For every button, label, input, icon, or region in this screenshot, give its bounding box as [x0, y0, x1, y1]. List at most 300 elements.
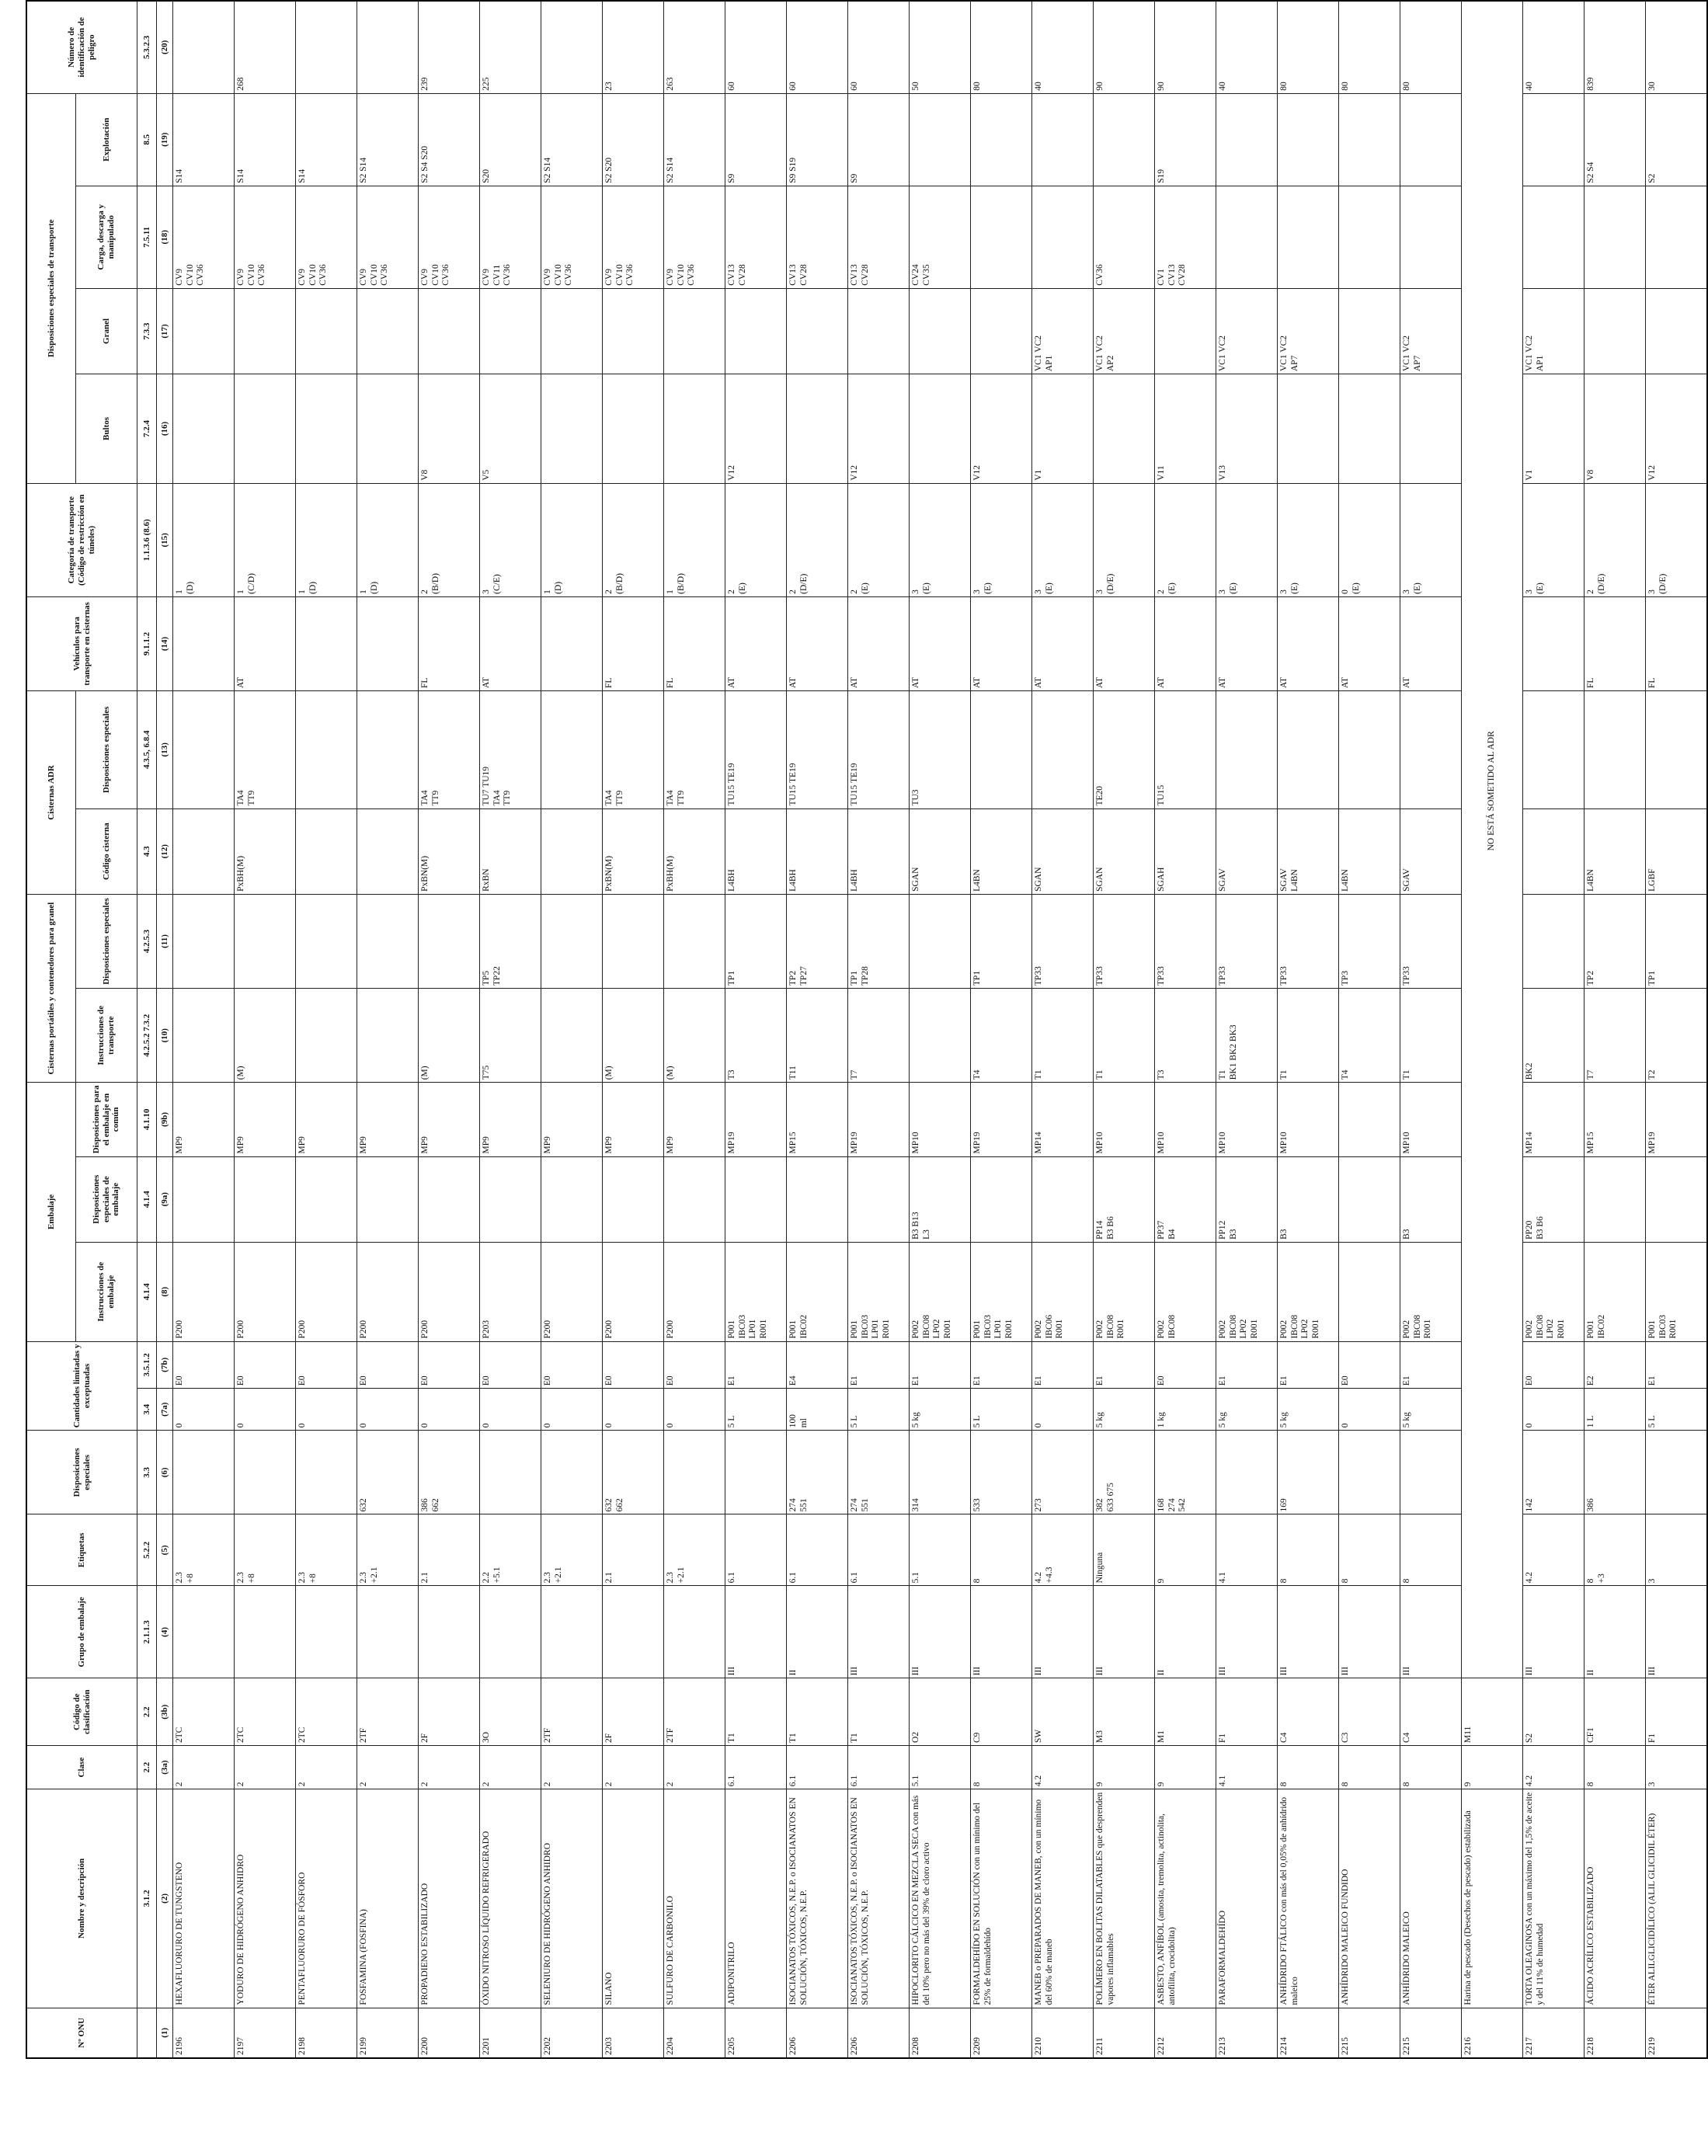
- cell-line: L4BN: [1289, 869, 1299, 892]
- cell-line: (E): [1351, 582, 1361, 594]
- cell-line: 3: [1095, 589, 1104, 594]
- cell-vehiculos: [910, 596, 971, 690]
- cell-line: S20: [482, 169, 491, 183]
- cell-line: O2: [911, 1731, 920, 1743]
- cell-line: IBC08: [1289, 1314, 1299, 1339]
- cell-categoria: [664, 483, 725, 596]
- cell-name: [541, 1789, 603, 2008]
- cell-explot: [603, 93, 664, 186]
- cell-grupo: [1216, 1586, 1278, 1678]
- cell-peligro: [664, 1, 725, 93]
- cell-disp_emb: [296, 1156, 357, 1242]
- header-sub-4: Disposiciones especiales: [76, 894, 137, 988]
- cell-bultos: [1400, 374, 1462, 484]
- cell-granel: [173, 288, 235, 374]
- cell-line: AT: [1095, 676, 1104, 689]
- cell-line: 5 kg: [1095, 1412, 1104, 1428]
- cell-instr_transp: [1094, 989, 1155, 1083]
- cell-line: E0: [420, 1375, 430, 1386]
- cell-onu: [603, 2008, 664, 2058]
- cell-line: 2214: [1279, 2037, 1289, 2055]
- cell-line: E1: [727, 1375, 736, 1386]
- cell-line: MP10: [1095, 1132, 1104, 1154]
- cell-line: (B/D): [676, 573, 686, 594]
- cell-peligro: [1523, 1, 1585, 93]
- cell-eq: [1032, 1341, 1094, 1389]
- cell-line: E1: [1279, 1375, 1289, 1386]
- cell-line: MANEB o PREPARADOS DE MANEB, con un mínimo del 60% de maneb: [1034, 1799, 1054, 2005]
- cell-vehiculos: [419, 596, 480, 690]
- cell-line: S2 S4 S20: [420, 145, 430, 183]
- cell-line: 9: [1157, 1782, 1166, 1787]
- cell-vehiculos: [1278, 596, 1339, 690]
- cell-granel: [419, 288, 480, 374]
- header-group-12: Categoría de transporte (Código de restricción en túneles): [26, 483, 137, 596]
- cell-line: MP19: [972, 1132, 982, 1154]
- cell-line: 8: [1341, 1578, 1350, 1584]
- cell-line: S2 S14: [359, 157, 368, 183]
- cell-disp_adr: [603, 691, 664, 808]
- cell-disp_emb: [971, 1156, 1032, 1242]
- cell-name: [1400, 1789, 1462, 2008]
- cell-disp_cist: [173, 894, 235, 988]
- cell-line: CV13: [727, 264, 736, 286]
- cell-line: III: [1647, 1666, 1657, 1676]
- cell-disp_emb: [1400, 1156, 1462, 1242]
- header-sub-8: Granel: [76, 288, 137, 374]
- cell-line: 2: [604, 589, 614, 594]
- cell-line: 2: [1586, 589, 1595, 594]
- cell-eq: [787, 1341, 848, 1389]
- cell-onu: [971, 2008, 1032, 2058]
- header-colnum-5: (5): [157, 1514, 173, 1586]
- cell-granel: [1585, 288, 1646, 374]
- cell-line: 2208: [911, 2037, 920, 2055]
- cell-line: TP1: [1647, 970, 1657, 986]
- cell-line: VC1 VC2: [1525, 336, 1534, 372]
- cell-line: E0: [1525, 1375, 1534, 1386]
- cell-line: E2: [1586, 1375, 1595, 1386]
- cell-vehiculos: [848, 596, 910, 690]
- cell-line: 0: [482, 1423, 491, 1428]
- cell-carga: [480, 186, 541, 288]
- cell-line: E1: [1402, 1375, 1411, 1386]
- cell-line: SGAN: [1095, 867, 1104, 892]
- cell-eq: [1646, 1341, 1708, 1389]
- cell-categoria: [1032, 483, 1094, 596]
- cell-carga: [357, 186, 419, 288]
- cell-clase: [910, 1745, 971, 1789]
- cell-line: C4: [1279, 1732, 1289, 1743]
- cell-bultos: [1646, 374, 1708, 484]
- cell-name: [1216, 1789, 1278, 2008]
- cell-lq: [1585, 1389, 1646, 1431]
- cell-line: CV10: [614, 264, 624, 286]
- cell-disp_cist: [1523, 894, 1585, 988]
- cell-line: B3: [1228, 1229, 1238, 1240]
- cell-line: 0: [175, 1423, 184, 1428]
- cell-line: 6.1: [788, 1775, 798, 1787]
- cell-line: (D): [308, 581, 318, 594]
- cell-codigo_cist: [725, 808, 787, 894]
- cell-line: 2: [543, 1782, 552, 1787]
- cell-disp_esp: [910, 1431, 971, 1514]
- cell-emb_comun: [419, 1083, 480, 1156]
- cell-disp_emb: [910, 1156, 971, 1242]
- cell-line: CV9: [604, 269, 614, 286]
- cell-line: TA4: [604, 790, 614, 806]
- cell-line: M11: [1463, 1726, 1473, 1743]
- cell-etiquetas: [910, 1514, 971, 1586]
- cell-granel: [725, 288, 787, 374]
- header-colnum-2: (3a): [157, 1745, 173, 1789]
- cell-line: P203: [482, 1320, 491, 1339]
- cell-bultos: [664, 374, 725, 484]
- cell-emb_comun: [1216, 1083, 1278, 1156]
- cell-disp_adr: [296, 691, 357, 808]
- cell-instr_transp: [1400, 989, 1462, 1083]
- cell-line: V8: [420, 469, 430, 481]
- cell-line: 2215: [1341, 2037, 1350, 2055]
- cell-line: P002: [1525, 1320, 1534, 1339]
- cell-explot: [1339, 93, 1400, 186]
- cell-line: 1: [175, 589, 184, 594]
- cell-peligro: [1339, 1, 1400, 93]
- cell-line: ANHÍDRIDO FTÁLICO con más del 0,05% de anhídrido maleico: [1279, 1796, 1299, 2005]
- cell-line: T7: [1586, 1069, 1595, 1080]
- cell-line: CV28: [737, 264, 747, 286]
- cell-line: 2TC: [175, 1727, 184, 1743]
- cell-disp_esp: [541, 1431, 603, 1514]
- cell-instr_emb: [1339, 1242, 1400, 1341]
- cell-vehiculos: [235, 596, 296, 690]
- table-row: [1585, 1, 1646, 2058]
- cell-name: [1462, 1789, 1523, 2008]
- cell-etiquetas: [1585, 1514, 1646, 1586]
- cell-peligro: [1585, 1, 1646, 93]
- cell-codigo: [235, 1678, 296, 1746]
- cell-line: R001: [1249, 1319, 1259, 1339]
- cell-lq: [664, 1389, 725, 1431]
- cell-line: 2203: [604, 2037, 614, 2055]
- cell-disp_esp: [971, 1431, 1032, 1514]
- cell-emb_comun: [296, 1083, 357, 1156]
- cell-onu: [1339, 2008, 1400, 2058]
- cell-line: 90: [1157, 82, 1166, 91]
- cell-lq: [357, 1389, 419, 1431]
- header-column-number-row: [157, 1, 173, 2058]
- cell-line: (E): [860, 582, 870, 594]
- cell-clase: [971, 1745, 1032, 1789]
- cell-line: TU15 TE19: [727, 763, 736, 806]
- cell-line: 40: [1034, 82, 1043, 91]
- cell-grupo: [1094, 1586, 1155, 1678]
- table-row: [1462, 1, 1523, 2058]
- cell-bultos: [480, 374, 541, 484]
- cell-line: 5 kg: [911, 1412, 920, 1428]
- cell-granel: [480, 288, 541, 374]
- header-ref-19: 7.3.3: [137, 288, 157, 374]
- cell-codigo: [787, 1678, 848, 1746]
- cell-granel: [603, 288, 664, 374]
- cell-bultos: [1339, 374, 1400, 484]
- cell-line: CV36: [441, 264, 451, 286]
- cell-instr_transp: [910, 989, 971, 1083]
- cell-clase: [1278, 1745, 1339, 1789]
- cell-codigo_cist: [357, 808, 419, 894]
- cell-lq: [603, 1389, 664, 1431]
- cell-onu: [1462, 2008, 1523, 2058]
- cell-etiquetas: [603, 1514, 664, 1586]
- cell-line: +3: [1596, 1574, 1606, 1584]
- cell-bultos: [725, 374, 787, 484]
- cell-name: [1523, 1789, 1585, 2008]
- cell-line: AT: [1279, 676, 1289, 689]
- cell-instr_emb: [848, 1242, 910, 1341]
- cell-line: III: [727, 1666, 736, 1676]
- cell-carga: [1585, 186, 1646, 288]
- cell-line: 382: [1095, 1498, 1104, 1512]
- cell-eq: [480, 1341, 541, 1389]
- cell-line: VC1 VC2: [1034, 336, 1043, 372]
- cell-line: S2: [1647, 173, 1657, 183]
- cell-emb_comun: [787, 1083, 848, 1156]
- cell-carga: [971, 186, 1032, 288]
- cell-line: R001: [1004, 1319, 1014, 1339]
- cell-emb_comun: [664, 1083, 725, 1156]
- cell-vehiculos: [664, 596, 725, 690]
- cell-eq: [1585, 1341, 1646, 1389]
- cell-line: +8: [308, 1574, 318, 1584]
- cell-codigo: [725, 1678, 787, 1746]
- cell-disp_esp: [1523, 1431, 1585, 1514]
- cell-lq: [1094, 1389, 1155, 1431]
- cell-line: CF1: [1586, 1727, 1595, 1743]
- cell-line: 9: [1095, 1782, 1104, 1787]
- cell-line: CV1: [1157, 269, 1166, 286]
- cell-line: E0: [1157, 1375, 1166, 1386]
- cell-carga: [1094, 186, 1155, 288]
- cell-line: AP2: [1105, 355, 1115, 372]
- cell-line: CV10: [246, 264, 256, 286]
- cell-disp_adr: [480, 691, 541, 808]
- cell-line: 274: [788, 1498, 798, 1512]
- cell-line: IBC08: [1412, 1314, 1422, 1339]
- table-row: [1216, 1, 1278, 2058]
- cell-vehiculos: [1339, 596, 1400, 690]
- header-colnum-7: (7a): [157, 1389, 173, 1431]
- cell-line: FL: [604, 677, 614, 689]
- cell-carga: [1523, 186, 1585, 288]
- cell-codigo: [357, 1678, 419, 1746]
- cell-line: 5.1: [911, 1572, 920, 1584]
- cell-carga: [910, 186, 971, 288]
- cell-instr_transp: [541, 989, 603, 1083]
- cell-line: 2.1: [420, 1572, 430, 1584]
- cell-line: ANHÍDRIDO MALEICO FUNDIDO: [1341, 1869, 1350, 2005]
- cell-line: 3: [1647, 1782, 1657, 1787]
- cell-line: MP19: [850, 1132, 859, 1154]
- cell-onu: [664, 2008, 725, 2058]
- cell-name: [296, 1789, 357, 2008]
- cell-line: 100: [788, 1414, 798, 1428]
- cell-codigo_cist: [848, 808, 910, 894]
- cell-emb_comun: [848, 1083, 910, 1156]
- cell-lq: [1032, 1389, 1094, 1431]
- cell-clase: [787, 1745, 848, 1789]
- cell-codigo: [603, 1678, 664, 1746]
- header-colnum-11: (9b): [157, 1083, 173, 1156]
- cell-line: III: [911, 1666, 920, 1676]
- cell-line: 839: [1586, 77, 1595, 91]
- cell-line: AT: [1218, 676, 1227, 689]
- cell-name: [1032, 1789, 1094, 2008]
- cell-line: T1: [1402, 1069, 1411, 1080]
- cell-line: P200: [297, 1320, 307, 1339]
- cell-line: 1 kg: [1157, 1412, 1166, 1428]
- header-sub-2: Disposiciones para el embalaje en común: [76, 1083, 137, 1156]
- cell-line: 662: [430, 1498, 440, 1512]
- cell-line: VC1 VC2: [1279, 336, 1289, 372]
- cell-eq: [603, 1341, 664, 1389]
- cell-onu: [1523, 2008, 1585, 2058]
- cell-instr_transp: [1646, 989, 1708, 1083]
- cell-line: 2: [359, 1782, 368, 1787]
- cell-disp_adr: [1032, 691, 1094, 808]
- cell-explot: [235, 93, 296, 186]
- cell-grupo: [296, 1586, 357, 1678]
- cell-disp_adr: [235, 691, 296, 808]
- cell-line: 2TF: [543, 1727, 552, 1743]
- cell-line: 2218: [1586, 2037, 1595, 2055]
- cell-carga: [235, 186, 296, 288]
- cell-line: S9 S19: [788, 157, 798, 183]
- cell-granel: [848, 288, 910, 374]
- cell-line: 633 675: [1105, 1483, 1115, 1512]
- cell-instr_emb: [419, 1242, 480, 1341]
- header-group-5: Etiquetas: [26, 1514, 137, 1586]
- cell-instr_transp: [1585, 989, 1646, 1083]
- cell-carga: [787, 186, 848, 288]
- cell-peligro: [603, 1, 664, 93]
- cell-line: PP20: [1525, 1220, 1534, 1240]
- cell-instr_transp: [357, 989, 419, 1083]
- cell-explot: [419, 93, 480, 186]
- cell-name: [725, 1789, 787, 2008]
- cell-line: 662: [614, 1498, 624, 1512]
- cell-disp_cist: [419, 894, 480, 988]
- cell-disp_esp: [787, 1431, 848, 1514]
- cell-codigo: [664, 1678, 725, 1746]
- cell-clase: [357, 1745, 419, 1789]
- cell-line: 2202: [543, 2037, 552, 2055]
- cell-line: +5.1: [492, 1567, 502, 1584]
- header-ref-21: 8.5: [137, 93, 157, 186]
- cell-emb_comun: [173, 1083, 235, 1156]
- cell-line: III: [1525, 1666, 1534, 1676]
- cell-instr_emb: [971, 1242, 1032, 1341]
- cell-line: CV36: [625, 264, 635, 286]
- cell-codigo: [1278, 1678, 1339, 1746]
- cell-line: LP01: [748, 1319, 758, 1339]
- cell-line: IBC03: [983, 1314, 993, 1339]
- cell-line: 386: [1586, 1498, 1595, 1512]
- cell-line: 23: [604, 82, 614, 91]
- cell-disp_adr: [910, 691, 971, 808]
- cell-line: E1: [1647, 1375, 1657, 1386]
- cell-line: 2TF: [359, 1727, 368, 1743]
- cell-instr_emb: [787, 1242, 848, 1341]
- cell-line: V5: [482, 469, 491, 481]
- cell-line: CV9: [420, 269, 430, 286]
- table-row: [235, 1, 296, 2058]
- header-sub-3: Instrucciones de transporte: [76, 989, 137, 1083]
- header-ref-16: 9.1.1.2: [137, 596, 157, 690]
- cell-line: C3: [1341, 1732, 1350, 1743]
- cell-line: IBC03: [860, 1314, 870, 1339]
- cell-eq: [173, 1341, 235, 1389]
- cell-line: S9: [850, 173, 859, 183]
- table-row: [910, 1, 971, 2058]
- cell-line: 2.1: [604, 1572, 614, 1584]
- cell-bultos: [971, 374, 1032, 484]
- cell-explot: [1094, 93, 1155, 186]
- cell-line: AT: [850, 676, 859, 689]
- cell-categoria: [603, 483, 664, 596]
- header-ref-14: 4.3: [137, 808, 157, 894]
- cell-instr_transp: [1216, 989, 1278, 1083]
- cell-bultos: [1155, 374, 1216, 484]
- cell-granel: [1339, 288, 1400, 374]
- cell-categoria: [1155, 483, 1216, 596]
- cell-line: AT: [788, 676, 798, 689]
- cell-line: R001: [881, 1319, 891, 1339]
- header-colnum-10: (9a): [157, 1156, 173, 1242]
- cell-line: TP1: [850, 970, 859, 986]
- cell-line: 2215: [1402, 2037, 1411, 2055]
- cell-line: M1: [1157, 1730, 1166, 1743]
- cell-clase: [296, 1745, 357, 1789]
- cell-line: (D): [185, 581, 195, 594]
- cell-eq: [1278, 1341, 1339, 1389]
- cell-line: 273: [1034, 1498, 1043, 1512]
- cell-line: +8: [246, 1574, 256, 1584]
- cell-emb_comun: [480, 1083, 541, 1156]
- cell-line: TP33: [1095, 966, 1104, 986]
- cell-line: L4BH: [788, 869, 798, 892]
- cell-instr_emb: [1523, 1242, 1585, 1341]
- cell-line: (E): [1535, 582, 1545, 594]
- cell-line: P002: [1402, 1320, 1411, 1339]
- cell-vehiculos: [541, 596, 603, 690]
- cell-onu: [1216, 2008, 1278, 2058]
- cell-emb_comun: [1523, 1083, 1585, 1156]
- cell-line: 239: [420, 77, 430, 91]
- cell-vehiculos: [173, 596, 235, 690]
- cell-line: AT: [482, 676, 491, 689]
- cell-etiquetas: [1032, 1514, 1094, 1586]
- cell-line: CV28: [798, 264, 809, 286]
- cell-line: PARAFORMALDEHÍDO: [1218, 1910, 1227, 2005]
- cell-line: SGAN: [911, 867, 920, 892]
- cell-name: [357, 1789, 419, 2008]
- cell-clase: [480, 1745, 541, 1789]
- cell-line: 2: [727, 589, 736, 594]
- cell-line: 1: [236, 589, 245, 594]
- header-ref-20: 7.5.11: [137, 186, 157, 288]
- cell-granel: [787, 288, 848, 374]
- cell-emb_comun: [1585, 1083, 1646, 1156]
